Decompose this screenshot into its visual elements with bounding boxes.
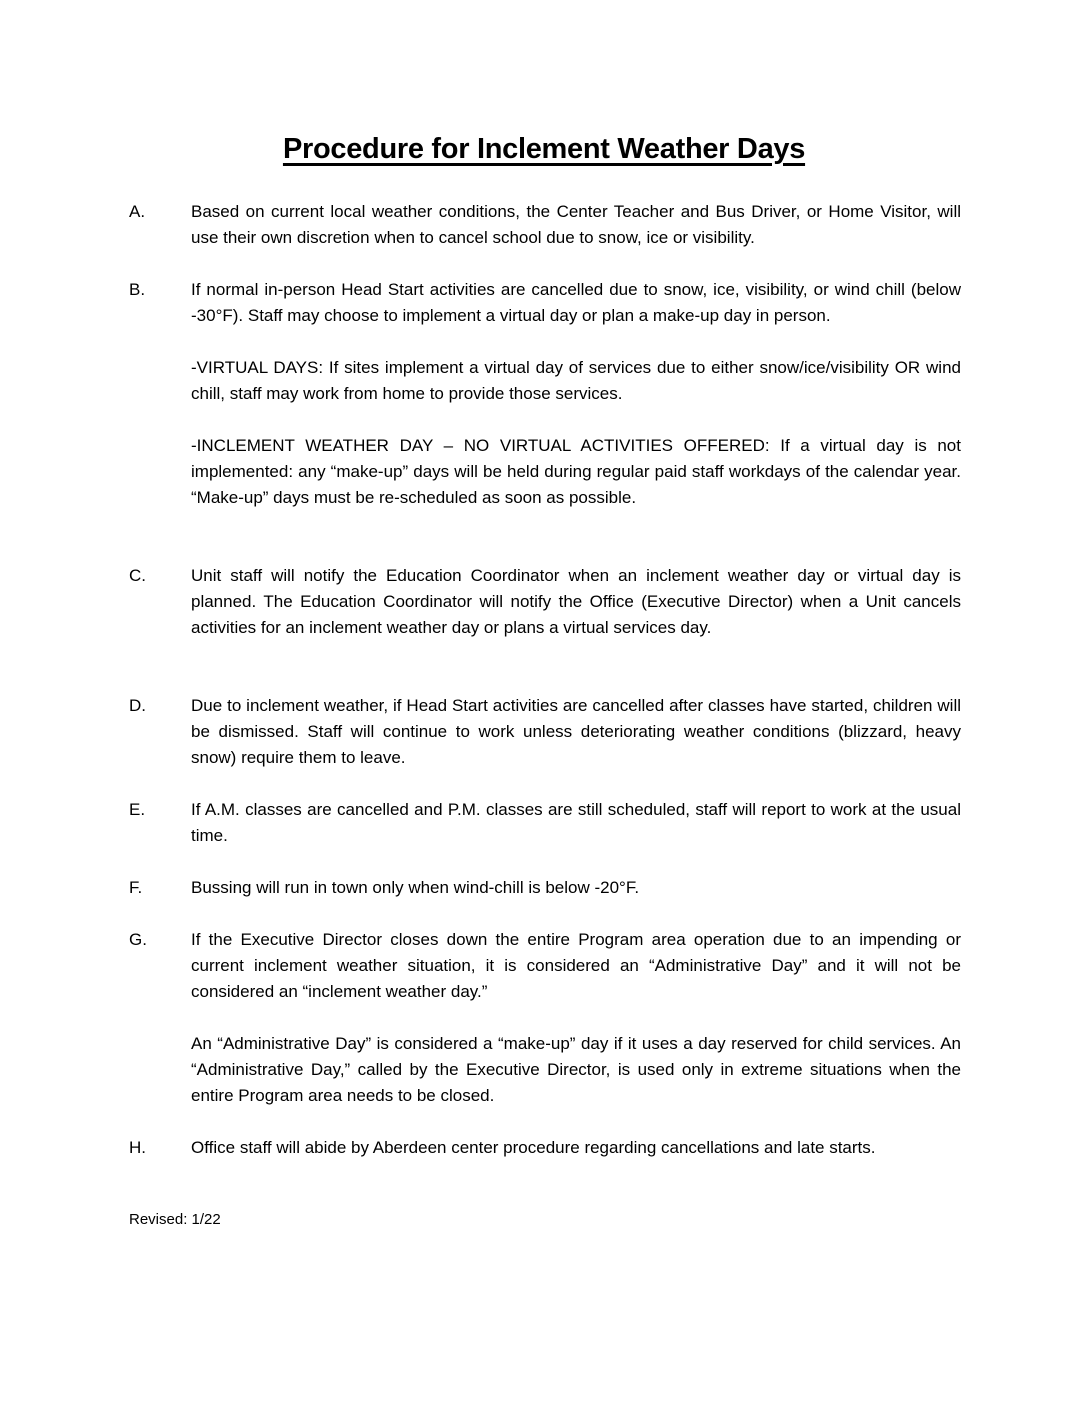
item-letter: H.: [129, 1138, 146, 1157]
item-body: [191, 1135, 961, 1161]
page-title: Procedure for Inclement Weather Days: [282, 133, 806, 165]
item-letter: C.: [129, 566, 146, 585]
item-body: [191, 199, 961, 251]
item-paragraph: Based on current local weather conditions, the Center Teacher and Bus Driver, or Home Visitor, will use their own discretion when to cancel school due to snow, ice or visibility.: [191, 202, 961, 247]
item-paragraph: Office staff will abide by Aberdeen center procedure regarding cancellations and late starts.: [191, 1138, 876, 1157]
no-virtual-paragraph: -INCLEMENT WEATHER DAY – NO VIRTUAL ACTIVITIES OFFERED: If a virtual day is not implemented: any “make-up” days will be held during regular paid staff workdays of the calendar year. “Make-up” days must be re-scheduled as soon as possible.: [191, 436, 961, 507]
revised-date: Revised: 1/22: [129, 1211, 221, 1228]
procedure-item-f: [129, 875, 961, 901]
item-letter: A.: [129, 202, 146, 221]
item-paragraph: If the Executive Director closes down the entire Program area operation due to an impending or current inclement weather situation, it is considered an “Administrative Day” and it will not be considered an “inclement weather day.”: [191, 930, 961, 1001]
item-paragraph: Unit staff will notify the Education Coordinator when an inclement weather day or virtual day is planned. The Education Coordinator will notify the Office (Executive Director) when a Unit cancels activities for an inclement weather day or plans a virtual services day.: [191, 566, 961, 637]
item-paragraph: Bussing will run in town only when wind-chill is below -20°F.: [191, 878, 640, 897]
item-letter: G.: [129, 930, 147, 949]
item-body: [191, 563, 961, 641]
procedure-item-h: [129, 1135, 961, 1161]
procedure-item-a: [129, 199, 961, 251]
item-paragraph: Due to inclement weather, if Head Start activities are cancelled after classes have started, children will be dismissed. Staff will continue to work unless deteriorating weather conditions (blizzard, heavy snow) require them to leave.: [191, 696, 961, 767]
procedure-item-c: [129, 563, 961, 641]
item-paragraph: If A.M. classes are cancelled and P.M. classes are still scheduled, staff will report to work at the usual time.: [191, 800, 961, 845]
procedure-item-b: [129, 277, 961, 511]
procedure-item-e: [129, 797, 961, 849]
item-body: [191, 797, 961, 849]
procedure-item-g: [129, 927, 961, 1109]
item-letter: D.: [129, 696, 146, 715]
item-body: [191, 927, 961, 1109]
item-body: [191, 875, 961, 901]
virtual-days-paragraph: -VIRTUAL DAYS: If sites implement a virtual day of services due to either snow/ice/visibility OR wind chill, staff may work from home to provide those services.: [191, 358, 961, 403]
administrative-day-paragraph: An “Administrative Day” is considered a “make-up” day if it uses a day reserved for child services. An “Administrative Day,” called by the Executive Director, is used only in extreme situations when the entire Program area needs to be closed.: [191, 1034, 961, 1105]
item-body: [191, 277, 961, 511]
item-letter: F.: [129, 878, 143, 897]
item-letter: E.: [129, 800, 146, 819]
item-letter: B.: [129, 280, 146, 299]
item-paragraph: If normal in-person Head Start activities are cancelled due to snow, ice, visibility, or wind chill (below -30°F). Staff may choose to implement a virtual day or plan a make-up day in person.: [191, 280, 961, 325]
item-body: [191, 693, 961, 771]
procedure-item-d: [129, 693, 961, 771]
